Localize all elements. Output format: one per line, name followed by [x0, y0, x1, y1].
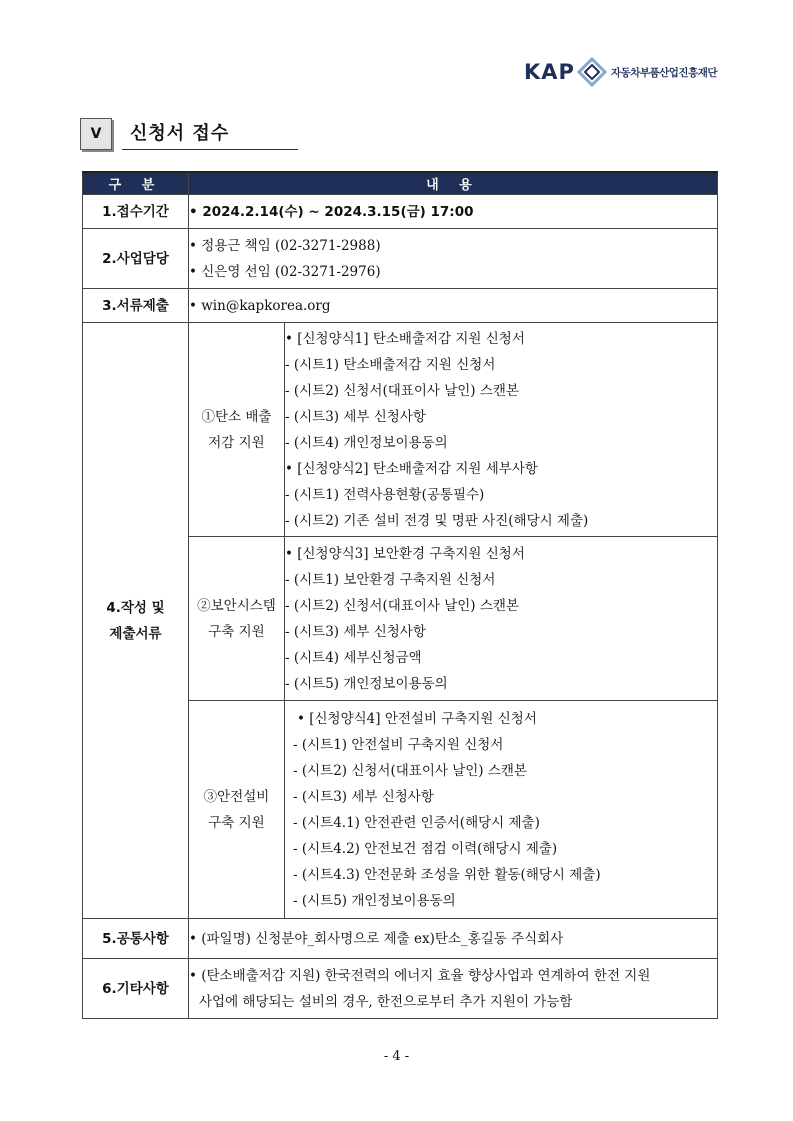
- docs-group-label: ①탄소 배출 저감 지원: [189, 323, 285, 537]
- list-item: - (시트1) 안전설비 구축지원 신청서: [293, 736, 504, 753]
- list-item: - (시트1) 보안환경 구축지원 신청서: [285, 571, 496, 588]
- row-label-submit: 3.서류제출: [83, 289, 189, 323]
- list-item: • [신청양식1] 탄소배출저감 지원 신청서: [285, 330, 525, 347]
- list-item: - (시트2) 신청서(대표이사 날인) 스캔본: [293, 762, 527, 779]
- list-item: - (시트4) 세부신청금액: [285, 649, 422, 666]
- row-label-docs: 4.작성 및 제출서류: [83, 323, 189, 919]
- list-item: - (시트4.3) 안전문화 조성을 위한 활동(해당시 제출): [293, 866, 601, 883]
- table-header-row: [83, 172, 718, 195]
- list-item: - (시트2) 신청서(대표이사 날인) 스캔본: [285, 597, 519, 614]
- row-label-contact: 2.사업담당: [83, 229, 189, 289]
- col2-header: 내 용: [189, 172, 718, 195]
- common-value: • (파일명) 신청분야_회사명으로 제출 ex)탄소_홍길동 주식회사: [189, 930, 564, 947]
- list-item: - (시트3) 세부 신청사항: [285, 623, 426, 640]
- col1-header: 구 분: [83, 172, 189, 195]
- docs-group-items: [285, 701, 718, 919]
- section-title: 신청서 접수: [122, 119, 298, 150]
- kap-diamond-logo-icon: [577, 57, 607, 87]
- list-item: - (시트4) 개인정보이용동의: [285, 434, 448, 451]
- table-row: [83, 195, 718, 229]
- list-item: - (시트3) 세부 신청사항: [285, 408, 426, 425]
- list-item: • [신청양식3] 보안환경 구축지원 신청서: [285, 545, 525, 562]
- row-label-common: 5.공통사항: [83, 919, 189, 959]
- contact-line: • 정용근 책임 (02-3271-2988): [189, 237, 381, 254]
- etc-line: • (탄소배출저감 지원) 한국전력의 에너지 효율 향상사업과 연계하여 한전 지원: [189, 967, 651, 984]
- docs-group-items: [285, 323, 718, 537]
- list-item: • [신청양식4] 안전설비 구축지원 신청서: [297, 710, 537, 727]
- docs-group-label: ③안전설비 구축 지원: [189, 701, 285, 919]
- etc-line: 사업에 해당되는 설비의 경우, 한전으로부터 추가 지원이 가능함: [199, 993, 573, 1010]
- table-row: [83, 229, 718, 289]
- submit-email[interactable]: • win@kapkorea.org: [189, 297, 331, 314]
- logo-sub-text: 자동차부품산업진흥재단: [610, 66, 717, 79]
- docs-group-label: ②보안시스템 구축 지원: [189, 537, 285, 701]
- list-item: - (시트2) 신청서(대표이사 날인) 스캔본: [285, 382, 519, 399]
- list-item: - (시트3) 세부 신청사항: [293, 788, 434, 805]
- list-item: - (시트4.1) 안전관련 인증서(해당시 제출): [293, 814, 540, 831]
- table-row: [83, 959, 718, 1019]
- list-item: - (시트1) 전력사용현황(공통필수): [285, 486, 485, 503]
- row-label-etc: 6.기타사항: [83, 959, 189, 1019]
- section-heading: [80, 118, 298, 150]
- logo-main-text: KAP: [524, 60, 575, 84]
- section-number: V: [80, 118, 112, 150]
- application-table: [82, 171, 718, 1019]
- list-item: - (시트4.2) 안전보건 점검 이력(해당시 제출): [293, 840, 558, 857]
- table-row: [83, 289, 718, 323]
- page-number: - 4 -: [383, 1049, 410, 1064]
- docs-group-items: [285, 537, 718, 701]
- list-item: - (시트2) 기존 설비 전경 및 명판 사진(해당시 제출): [285, 512, 589, 529]
- table-row: [83, 919, 718, 959]
- row-label-period: 1.접수기간: [83, 195, 189, 229]
- kap-logo: [524, 57, 717, 87]
- contact-line: • 신은영 선임 (02-3271-2976): [189, 263, 381, 280]
- table-row: [83, 323, 718, 537]
- list-item: - (시트5) 개인정보이용동의: [285, 675, 448, 692]
- list-item: - (시트1) 탄소배출저감 지원 신청서: [285, 356, 496, 373]
- period-value: • 2024.2.14(수) ~ 2024.3.15(금) 17:00: [189, 203, 474, 220]
- list-item: - (시트5) 개인정보이용동의: [293, 892, 456, 909]
- list-item: • [신청양식2] 탄소배출저감 지원 세부사항: [285, 460, 538, 477]
